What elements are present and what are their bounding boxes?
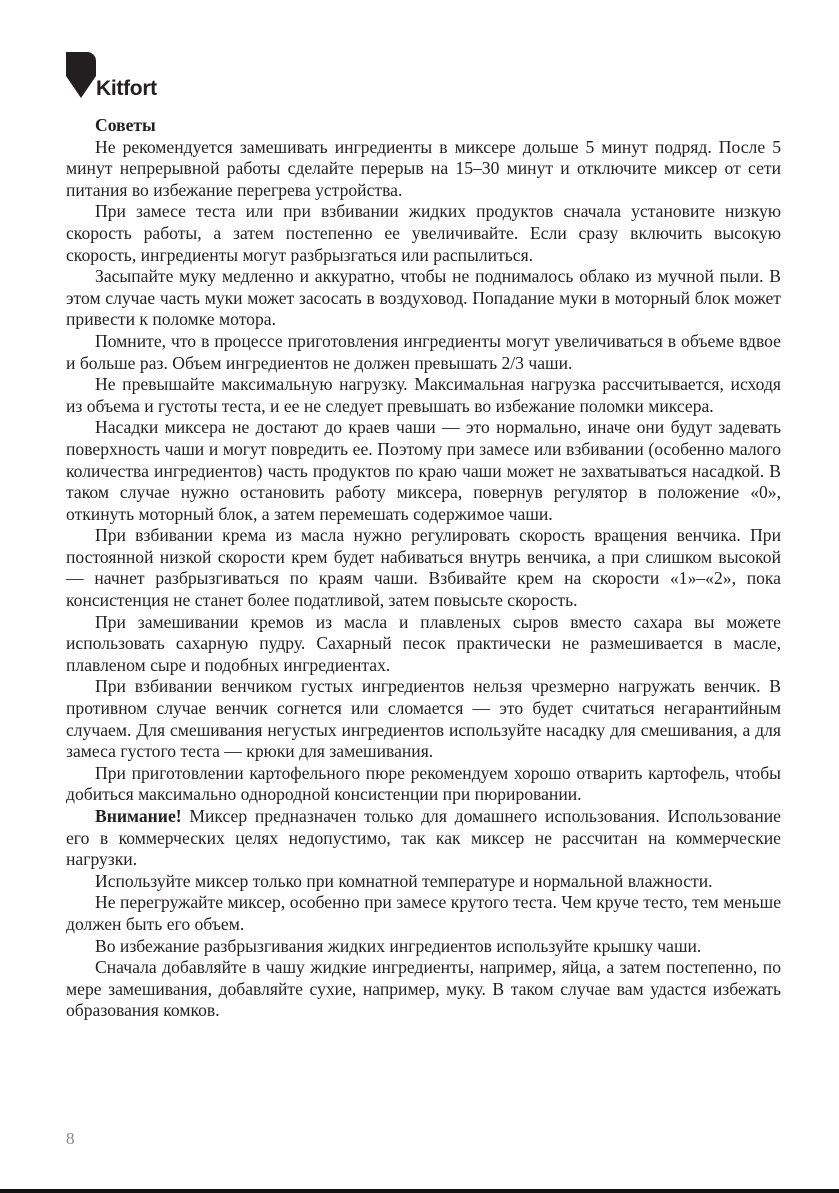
warning-label: Внимание! (95, 806, 182, 826)
paragraph: Не перегружайте миксер, особенно при замесе крутого теста. Чем круче тесто, тем меньше должен быть его объем. (66, 892, 781, 934)
paragraph: Используйте миксер только при комнатной температуре и нормальной влажности. (95, 870, 713, 891)
section-heading: Советы (95, 115, 156, 135)
paragraph: При взбивании венчиком густых ингредиентов нельзя чрезмерно нагружать венчик. В противном случае венчик согнется или сломается — это будет считаться негарантийным случаем. Для смешивания негустых ингредиентов используйте насадку для смешивания, а для замеса густого теста — крюки для замешивания. (66, 676, 781, 762)
paragraph: При замешивании кремов из масла и плавленых сыров вместо сахара вы можете использовать сахарную пудру. Сахарный песок практически не размешивается в масле, плавленом сыре и подобных ингредиентах. (66, 611, 781, 675)
paragraph: Насадки миксера не достают до краев чаши — это нормально, иначе они будут задевать поверхность чаши и могут повредить ее. Поэтому при замесе или взбивании (особенно малого количества ингредиентов) часть продуктов по краю чаши может не захватываться насадкой. В таком случае нужно остановить работу миксера, повернув регулятор в положение «0», откинуть моторный блок, а затем перемешать содержимое чаши. (66, 417, 781, 524)
paragraph: Во избежание разбрызгивания жидких ингредиентов используйте крышку чаши. (95, 935, 702, 956)
warning-paragraph: Внимание! Миксер предназначен только для домашнего использования. Использование его в коммерческих целях недопустимо, так как миксер не рассчитан на коммерческие нагрузки. (66, 806, 781, 870)
kitfort-logo-icon (66, 52, 96, 98)
paragraph: Сначала добавляйте в чашу жидкие ингредиенты, например, яйца, а затем постепенно, по мере замешивания, добавляйте сухие, например, муку. В таком случае вам удастся избежать образования комков. (66, 957, 781, 1021)
paragraph: При замесе теста или при взбивании жидких продуктов сначала установите низкую скорость работы, а затем постепенно ее увеличивайте. Если сразу включить высокую скорость, ингредиенты могут разбрызгаться или распылиться. (66, 201, 781, 265)
page-number: 8 (66, 1129, 75, 1148)
paragraph: Не превышайте максимальную нагрузку. Максимальная нагрузка рассчитывается, исходя из объема и густоты теста, и ее не следует превышать во избежание поломки миксера. (66, 374, 781, 416)
brand-name: Kitfort (96, 77, 157, 100)
paragraph: Помните, что в процессе приготовления ингредиенты могут увеличиваться в объеме вдвое и больше раз. Объем ингредиентов не должен превышать 2/3 чаши. (66, 330, 781, 373)
paragraph: При приготовлении картофельного пюре рекомендуем хорошо отварить картофель, чтобы добиться максимально однородной консистенции при пюрировании. (66, 762, 781, 805)
brand-logo (66, 52, 186, 102)
page-bottom-edge (0, 1189, 839, 1193)
tips-section (66, 115, 781, 1022)
paragraph: Не рекомендуется замешивать ингредиенты в миксере дольше 5 минут подряд. После 5 минут непрерывной работы сделайте перерыв на 15–30 минут и отключите миксер от сети питания во избежание перегрева устройства. (66, 136, 781, 200)
paragraph: При взбивании крема из масла нужно регулировать скорость вращения венчика. При постоянной низкой скорости крем будет набиваться внутрь венчика, а при слишком высокой — начнет разбрызгиваться по краям чаши. Взбивайте крем на скорости «1»–«2», пока консистенция не станет более податливой, затем повысьте скорость. (66, 525, 781, 611)
paragraph: Засыпайте муку медленно и аккуратно, чтобы не поднималось облако из мучной пыли. В этом случае часть муки может засосать в воздуховод. Попадание муки в моторный блок может привести к поломке мотора. (66, 266, 781, 330)
